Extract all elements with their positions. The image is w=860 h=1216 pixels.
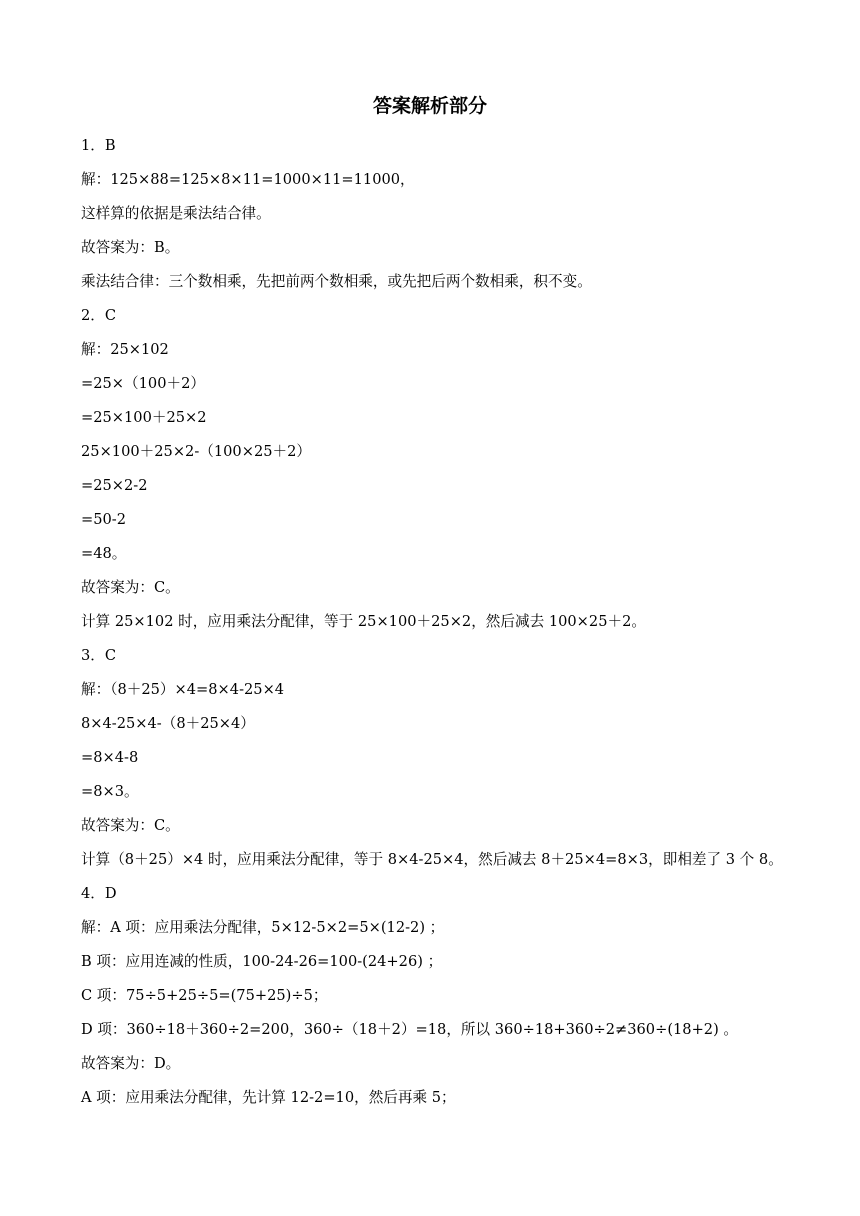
q4-option-d: D 项：360÷18＋360÷2=200，360÷（18＋2）=18，所以 360÷18+360÷2≠360÷(18+2) 。 — [81, 1021, 739, 1038]
q3-solution-step: 解：（8＋25）×4=8×4-25×4 — [81, 681, 285, 698]
q1-explanation: 乘法结合律：三个数相乘，先把前两个数相乘，或先把后两个数相乘，积不变。 — [81, 273, 592, 290]
page-title: 答案解析部分 — [372, 95, 487, 117]
q2-solution-step: =25×（100＋2） — [81, 375, 205, 392]
q3-answer: 3．C — [81, 647, 117, 664]
q2-solution-step: =50-2 — [81, 511, 127, 528]
answer-analysis-body — [81, 134, 841, 1120]
q2-solution-step: =25×2-2 — [81, 477, 148, 494]
q1-solution: 解：125×88=125×8×11=1000×11=11000， — [81, 171, 415, 188]
q2-solution-step: =48。 — [81, 545, 127, 562]
q4-option-b: B 项：应用连减的性质，100-24-26=100-(24+26) ； — [81, 953, 443, 970]
q3-solution-step: =8×4-8 — [81, 749, 139, 766]
q4-option-c: C 项：75÷5+25÷5=(75+25)÷5； — [81, 987, 328, 1004]
q2-explanation: 计算 25×102 时，应用乘法分配律，等于 25×100＋25×2，然后减去 100×25＋2。 — [81, 613, 646, 630]
q1-basis: 这样算的依据是乘法结合律。 — [81, 205, 271, 222]
q3-conclusion: 故答案为：C。 — [81, 817, 180, 834]
q3-solution-step: 8×4-25×4-（8＋25×4） — [81, 715, 255, 732]
q2-solution-step: =25×100＋25×2 — [81, 409, 207, 426]
q2-conclusion: 故答案为：C。 — [81, 579, 180, 596]
q1-conclusion: 故答案为：B。 — [81, 239, 180, 256]
q4-answer: 4．D — [81, 885, 117, 902]
q2-solution-step: 解：25×102 — [81, 341, 169, 358]
q2-solution-step: 25×100＋25×2-（100×25＋2） — [81, 443, 311, 460]
q4-conclusion: 故答案为：D。 — [81, 1055, 181, 1072]
q1-answer: 1．B — [81, 137, 116, 154]
q3-explanation: 计算（8＋25）×4 时，应用乘法分配律，等于 8×4-25×4，然后减去 8＋25×4=8×3，即相差了 3 个 8。 — [81, 851, 783, 868]
q4-option-a: 解：A 项：应用乘法分配律，5×12-5×2=5×(12-2) ； — [81, 919, 445, 936]
q4-explanation: A 项：应用乘法分配律，先计算 12-2=10，然后再乘 5； — [81, 1089, 456, 1106]
q2-answer: 2．C — [81, 307, 117, 324]
q3-solution-step: =8×3。 — [81, 783, 139, 800]
